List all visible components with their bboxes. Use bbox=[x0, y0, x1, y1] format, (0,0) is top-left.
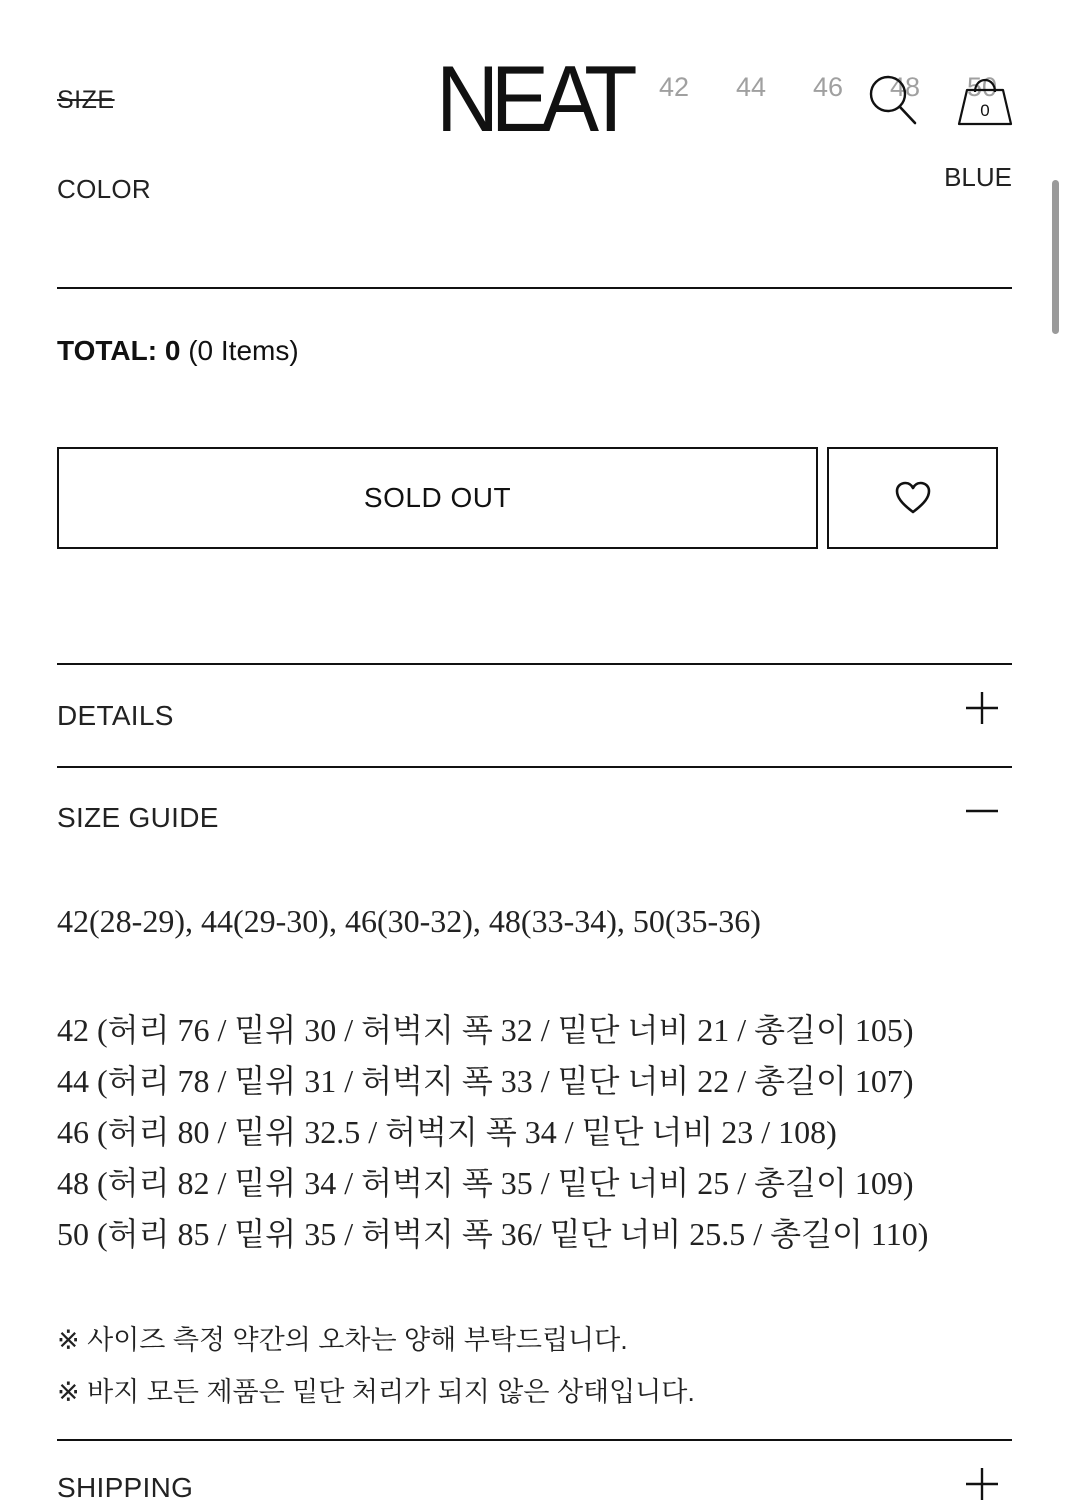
size-guide-row: 42 (허리 76 / 밑위 30 / 허벅지 폭 32 / 밑단 너비 21 / 총길이 105) bbox=[57, 1012, 914, 1048]
divider bbox=[57, 663, 1012, 665]
size-guide-note: ※ 바지 모든 제품은 밑단 처리가 되지 않은 상태입니다. bbox=[57, 1377, 695, 1407]
size-guide-row: 44 (허리 78 / 밑위 31 / 허벅지 폭 33 / 밑단 너비 22 / 총길이 107) bbox=[57, 1063, 914, 1099]
sold-out-button[interactable]: SOLD OUT bbox=[57, 447, 818, 549]
divider bbox=[57, 1439, 1012, 1441]
color-label: COLOR bbox=[57, 174, 151, 204]
order-total bbox=[57, 335, 299, 367]
details-accordion-title[interactable]: DETAILS bbox=[57, 700, 174, 731]
heart-icon bbox=[895, 481, 931, 515]
brand-logo[interactable]: NEAT bbox=[436, 46, 630, 151]
size-label: SIZE bbox=[57, 86, 115, 114]
size-option-50[interactable]: 50 bbox=[967, 72, 998, 102]
wishlist-button[interactable] bbox=[827, 447, 998, 549]
size-guide-row: 48 (허리 82 / 밑위 34 / 허벅지 폭 35 / 밑단 너비 25 / 총길이 109) bbox=[57, 1165, 914, 1201]
search-icon[interactable] bbox=[866, 70, 921, 126]
scrollbar[interactable] bbox=[1052, 180, 1059, 334]
total-label: TOTAL: bbox=[57, 335, 158, 366]
size-option-46[interactable]: 46 bbox=[813, 72, 844, 102]
plus-icon[interactable] bbox=[964, 690, 1000, 726]
size-option-42[interactable]: 42 bbox=[659, 72, 690, 102]
total-items: (0 Items) bbox=[188, 335, 299, 366]
size-guide-summary: 42(28-29), 44(29-30), 46(30-32), 48(33-34), 50(35-36) bbox=[57, 903, 761, 939]
size-option-44[interactable]: 44 bbox=[736, 72, 767, 102]
total-amount: 0 bbox=[164, 335, 181, 366]
size-guide-row: 46 (허리 80 / 밑위 32.5 / 허벅지 폭 34 / 밑단 너비 23 / 108) bbox=[57, 1114, 837, 1150]
minus-icon[interactable] bbox=[964, 793, 1000, 829]
color-value[interactable]: BLUE bbox=[944, 162, 1012, 192]
size-guide-row: 50 (허리 85 / 밑위 35 / 허벅지 폭 36/ 밑단 너비 25.5 / 총길이 110) bbox=[57, 1216, 929, 1252]
cart-count: 0 bbox=[980, 101, 990, 120]
divider bbox=[57, 287, 1012, 289]
size-guide-accordion-title[interactable]: SIZE GUIDE bbox=[57, 802, 219, 833]
shipping-accordion-title[interactable]: SHIPPING bbox=[57, 1472, 194, 1500]
size-guide-note: ※ 사이즈 측정 약간의 오차는 양해 부탁드립니다. bbox=[57, 1325, 628, 1355]
divider bbox=[57, 766, 1012, 768]
size-option-48[interactable]: 48 bbox=[890, 72, 921, 102]
plus-icon[interactable] bbox=[964, 1466, 1000, 1500]
